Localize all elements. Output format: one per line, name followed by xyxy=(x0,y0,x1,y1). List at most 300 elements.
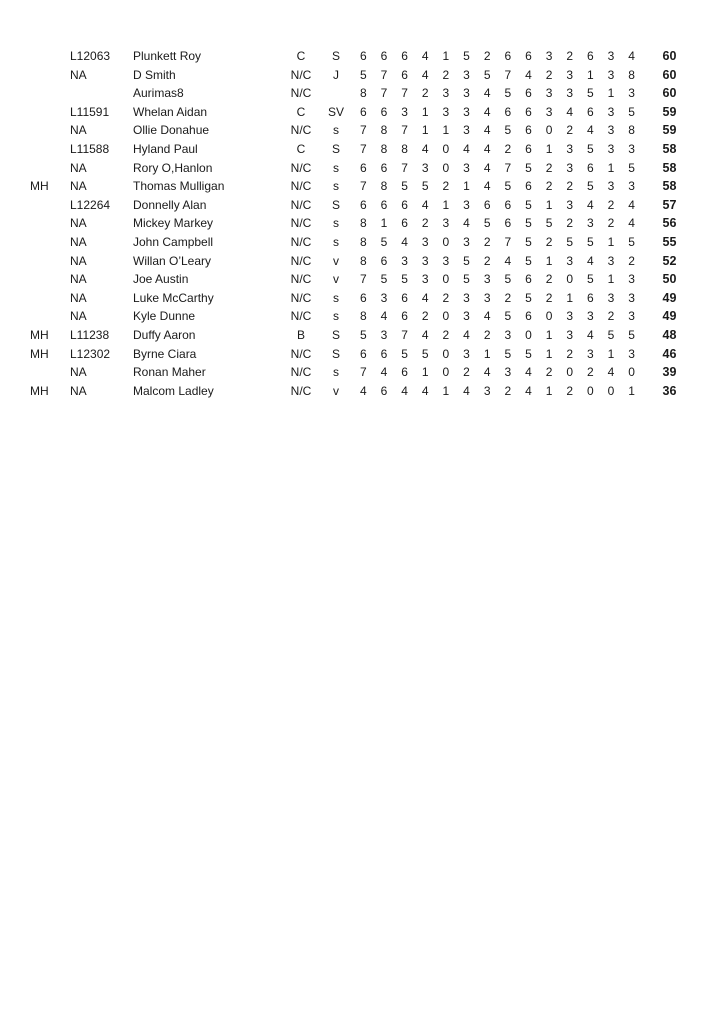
score-cell: 5 xyxy=(421,179,429,194)
score-cell: 3 xyxy=(566,197,574,212)
score-cell: 6 xyxy=(525,123,532,138)
score-cell: 3 xyxy=(628,272,635,287)
score-cell: 1 xyxy=(587,67,594,82)
score-cell: 6 xyxy=(401,49,408,63)
competitor-name: Luke McCarthy xyxy=(133,290,214,305)
competitor-id: NA xyxy=(70,67,87,82)
competitor-name: Hyland Paul xyxy=(133,141,198,156)
competitor-id: NA xyxy=(70,365,87,380)
score-cell: 2 xyxy=(504,383,512,398)
score-cell: 3 xyxy=(628,179,635,194)
score-cell: 3 xyxy=(545,49,553,63)
score-cell: 1 xyxy=(421,104,429,119)
score-cell: 1 xyxy=(545,383,553,398)
grade-code: S xyxy=(331,197,340,212)
mh-flag: MH xyxy=(30,327,49,342)
class-code: N/C xyxy=(290,290,312,305)
score-cell: 5 xyxy=(463,49,470,63)
score-cell: 7 xyxy=(380,86,388,101)
score-cell: 3 xyxy=(566,160,574,175)
class-code: N/C xyxy=(290,216,312,231)
total-score: 49 xyxy=(662,290,677,305)
score-cell: 5 xyxy=(401,272,408,287)
score-cell: 1 xyxy=(421,365,429,380)
score-cell: 0 xyxy=(566,272,574,287)
table-row xyxy=(0,47,724,66)
score-cell: 8 xyxy=(628,67,635,82)
score-cell: 6 xyxy=(525,309,532,324)
score-cell: 4 xyxy=(504,253,512,268)
score-cell: 1 xyxy=(442,49,450,63)
score-cell: 0 xyxy=(566,365,574,380)
total-score: 52 xyxy=(662,253,677,268)
total-score: 36 xyxy=(662,383,677,398)
score-cell: 3 xyxy=(421,234,429,249)
class-code: N/C xyxy=(290,383,312,398)
score-cell: 3 xyxy=(587,346,594,361)
score-cell: 4 xyxy=(525,383,532,398)
table-row xyxy=(0,363,724,382)
competitor-id: NA xyxy=(70,216,87,231)
score-cell: 6 xyxy=(380,253,388,268)
score-cell: 6 xyxy=(359,49,367,63)
total-score: 58 xyxy=(662,160,677,175)
table-row xyxy=(0,289,724,308)
score-cell: 0 xyxy=(628,365,635,380)
score-cell: 3 xyxy=(545,104,553,119)
total-score: 50 xyxy=(662,272,677,287)
class-code: C xyxy=(296,104,306,119)
score-cell: 7 xyxy=(401,160,408,175)
table-row xyxy=(0,233,724,252)
competitor-id: L12063 xyxy=(70,49,111,63)
score-cell: 6 xyxy=(525,86,532,101)
competitor-name: Willan O’Leary xyxy=(133,253,212,268)
score-cell: 3 xyxy=(607,67,615,82)
score-table xyxy=(0,47,724,400)
score-cell: 5 xyxy=(380,234,388,249)
score-cell: 8 xyxy=(359,86,367,101)
class-code: N/C xyxy=(290,86,312,101)
competitor-id: NA xyxy=(70,290,87,305)
score-cell: 5 xyxy=(587,234,594,249)
total-score: 60 xyxy=(662,86,677,101)
score-cell: 3 xyxy=(607,104,615,119)
score-cell: 3 xyxy=(380,290,388,305)
score-cell: 4 xyxy=(483,179,491,194)
score-cell: 1 xyxy=(607,346,615,361)
class-code: N/C xyxy=(290,234,312,249)
score-cell: 8 xyxy=(628,123,635,138)
score-cell: 3 xyxy=(463,123,470,138)
grade-code: s xyxy=(333,290,339,305)
score-cell: 4 xyxy=(421,141,429,156)
score-cell: 5 xyxy=(525,346,532,361)
table-row xyxy=(0,382,724,401)
score-cell: 7 xyxy=(504,160,512,175)
score-cell: 3 xyxy=(463,309,470,324)
score-cell: 5 xyxy=(504,272,512,287)
grade-code: v xyxy=(333,383,339,398)
score-cell: 1 xyxy=(628,383,635,398)
score-cell: 0 xyxy=(442,309,450,324)
score-cell: 2 xyxy=(566,383,574,398)
score-cell: 2 xyxy=(442,327,450,342)
score-cell: 4 xyxy=(463,327,470,342)
grade-code: S xyxy=(331,141,340,156)
score-cell: 4 xyxy=(483,365,491,380)
score-cell: 2 xyxy=(504,141,512,156)
score-cell: 0 xyxy=(442,365,450,380)
score-cell: 6 xyxy=(401,197,408,212)
score-cell: 4 xyxy=(483,309,491,324)
score-cell: 0 xyxy=(545,123,553,138)
score-cell: 1 xyxy=(607,272,615,287)
score-cell: 4 xyxy=(380,365,388,380)
score-cell: 3 xyxy=(566,86,574,101)
score-cell: 4 xyxy=(483,160,491,175)
class-code: N/C xyxy=(290,253,312,268)
score-cell: 1 xyxy=(463,179,470,194)
score-cell: 3 xyxy=(401,104,408,119)
score-cell: 4 xyxy=(628,197,635,212)
score-cell: 6 xyxy=(525,272,532,287)
score-cell: 2 xyxy=(566,346,574,361)
score-cell: 5 xyxy=(525,253,532,268)
grade-code: s xyxy=(333,234,339,249)
score-cell: 7 xyxy=(401,123,408,138)
score-cell: 3 xyxy=(463,290,470,305)
score-cell: 6 xyxy=(359,346,367,361)
score-cell: 7 xyxy=(504,67,512,82)
table-row xyxy=(0,140,724,159)
competitor-name: Thomas Mulligan xyxy=(133,179,225,194)
score-cell: 4 xyxy=(628,216,635,231)
score-cell: 4 xyxy=(380,309,388,324)
score-cell: 3 xyxy=(463,160,470,175)
score-cell: 2 xyxy=(545,272,553,287)
score-cell: 3 xyxy=(566,67,574,82)
score-cell: 3 xyxy=(504,365,512,380)
score-cell: 4 xyxy=(401,234,408,249)
score-cell: 7 xyxy=(359,141,367,156)
score-cell: 4 xyxy=(463,383,470,398)
mh-flag: MH xyxy=(30,383,49,398)
competitor-name: Duffy Aaron xyxy=(133,327,196,342)
score-cell: 2 xyxy=(421,216,429,231)
competitor-name: Ronan Maher xyxy=(133,365,206,380)
score-cell: 5 xyxy=(587,86,594,101)
score-cell: 2 xyxy=(566,216,574,231)
score-cell: 6 xyxy=(380,49,388,63)
grade-code: s xyxy=(333,123,339,138)
score-cell: 1 xyxy=(566,290,574,305)
table-row xyxy=(0,252,724,271)
score-cell: 4 xyxy=(421,67,429,82)
table-row xyxy=(0,84,724,103)
total-score: 58 xyxy=(662,179,677,194)
score-cell: 5 xyxy=(421,346,429,361)
score-cell: 7 xyxy=(380,67,388,82)
score-cell: 6 xyxy=(504,104,512,119)
table-row xyxy=(0,214,724,233)
score-cell: 2 xyxy=(545,290,553,305)
total-score: 46 xyxy=(662,346,677,361)
total-score: 60 xyxy=(662,49,677,63)
score-cell: 8 xyxy=(380,179,388,194)
score-cell: 1 xyxy=(380,216,388,231)
score-cell: 5 xyxy=(628,104,635,119)
score-cell: 5 xyxy=(463,272,470,287)
score-cell: 3 xyxy=(607,290,615,305)
score-cell: 4 xyxy=(483,141,491,156)
score-cell: 3 xyxy=(607,179,615,194)
grade-code: S xyxy=(331,346,340,361)
score-cell: 1 xyxy=(421,123,429,138)
score-cell: 4 xyxy=(628,49,635,63)
score-cell: 3 xyxy=(463,234,470,249)
score-cell: 6 xyxy=(504,216,512,231)
score-cell: 6 xyxy=(587,104,594,119)
score-cell: 6 xyxy=(380,197,388,212)
competitor-id: L11238 xyxy=(70,327,110,342)
competitor-name: Rory O,Hanlon xyxy=(133,160,213,175)
score-cell: 1 xyxy=(607,86,615,101)
score-cell: 5 xyxy=(607,327,615,342)
score-cell: 6 xyxy=(504,49,512,63)
score-cell: 8 xyxy=(380,123,388,138)
grade-code: SV xyxy=(327,104,344,119)
score-cell: 0 xyxy=(442,141,450,156)
score-cell: 0 xyxy=(442,346,450,361)
score-cell: 8 xyxy=(359,253,367,268)
score-cell: 3 xyxy=(607,141,615,156)
score-cell: 5 xyxy=(504,179,512,194)
score-cell: 7 xyxy=(359,179,367,194)
score-cell: 4 xyxy=(421,197,429,212)
class-code: B xyxy=(296,327,305,342)
score-cell: 6 xyxy=(587,160,594,175)
score-cell: 6 xyxy=(380,160,388,175)
score-cell: 5 xyxy=(525,234,532,249)
grade-code: J xyxy=(333,67,339,82)
grade-code: s xyxy=(333,309,339,324)
score-cell: 5 xyxy=(401,179,408,194)
score-cell: 0 xyxy=(525,327,532,342)
score-cell: 7 xyxy=(504,234,512,249)
competitor-name: Joe Austin xyxy=(133,272,189,287)
competitor-id: NA xyxy=(70,123,87,138)
score-cell: 3 xyxy=(442,253,450,268)
score-cell: 3 xyxy=(628,141,635,156)
total-score: 55 xyxy=(662,234,677,249)
score-cell: 5 xyxy=(525,216,532,231)
score-cell: 1 xyxy=(442,123,450,138)
table-row xyxy=(0,121,724,140)
score-cell: 5 xyxy=(504,309,512,324)
score-cell: 5 xyxy=(587,179,594,194)
score-cell: 5 xyxy=(545,216,553,231)
score-cell: 4 xyxy=(587,327,594,342)
score-cell: 2 xyxy=(607,309,615,324)
score-cell: 7 xyxy=(401,327,408,342)
score-cell: 1 xyxy=(545,253,553,268)
total-score: 58 xyxy=(662,141,677,156)
score-cell: 2 xyxy=(545,365,553,380)
score-cell: 7 xyxy=(359,272,367,287)
competitor-id: NA xyxy=(70,234,87,249)
score-cell: 3 xyxy=(442,86,450,101)
score-cell: 3 xyxy=(463,197,470,212)
grade-code: v xyxy=(333,272,339,287)
score-cell: 4 xyxy=(463,216,470,231)
competitor-name: Whelan Aidan xyxy=(133,104,208,119)
score-cell: 6 xyxy=(401,216,408,231)
grade-code: s xyxy=(333,160,339,175)
score-cell: 3 xyxy=(628,290,635,305)
score-cell: 3 xyxy=(587,309,594,324)
table-row xyxy=(0,177,724,196)
table-row xyxy=(0,326,724,345)
total-score: 49 xyxy=(662,309,677,324)
score-cell: 2 xyxy=(545,179,553,194)
score-cell: 3 xyxy=(628,309,635,324)
total-score: 60 xyxy=(662,67,677,82)
score-cell: 1 xyxy=(442,383,450,398)
score-cell: 2 xyxy=(442,67,450,82)
score-cell: 3 xyxy=(628,86,635,101)
score-cell: 5 xyxy=(504,86,512,101)
competitor-name: Kyle Dunne xyxy=(133,309,196,324)
score-cell: 2 xyxy=(607,197,615,212)
score-cell: 6 xyxy=(359,290,367,305)
score-cell: 0 xyxy=(442,272,450,287)
mh-flag: MH xyxy=(30,179,49,194)
score-cell: 2 xyxy=(483,49,491,63)
total-score: 39 xyxy=(662,365,677,380)
competitor-id: L12302 xyxy=(70,346,111,361)
score-cell: 2 xyxy=(442,290,450,305)
score-cell: 2 xyxy=(545,67,553,82)
score-cell: 5 xyxy=(359,67,367,82)
score-cell: 7 xyxy=(401,86,408,101)
score-cell: 6 xyxy=(359,197,367,212)
score-cell: 1 xyxy=(607,234,615,249)
score-cell: 3 xyxy=(380,327,388,342)
score-cell: 3 xyxy=(421,272,429,287)
score-cell: 3 xyxy=(607,49,615,63)
score-cell: 6 xyxy=(380,383,388,398)
score-cell: 4 xyxy=(421,327,429,342)
competitor-name: Mickey Markey xyxy=(133,216,214,231)
competitor-id: NA xyxy=(70,160,87,175)
score-cell: 2 xyxy=(587,365,594,380)
competitor-name: Plunkett Roy xyxy=(133,49,202,63)
score-cell: 4 xyxy=(587,197,594,212)
score-cell: 4 xyxy=(525,67,532,82)
score-cell: 5 xyxy=(566,234,574,249)
score-cell: 3 xyxy=(628,346,635,361)
score-cell: 2 xyxy=(545,160,553,175)
score-cell: 3 xyxy=(421,160,429,175)
class-code: N/C xyxy=(290,160,312,175)
score-cell: 6 xyxy=(380,346,388,361)
score-cell: 6 xyxy=(525,141,532,156)
score-cell: 5 xyxy=(483,216,491,231)
score-cell: 0 xyxy=(587,383,594,398)
competitor-name: D Smith xyxy=(133,67,176,82)
score-cell: 4 xyxy=(483,123,491,138)
table-row xyxy=(0,103,724,122)
competitor-id: NA xyxy=(70,383,87,398)
score-cell: 6 xyxy=(483,197,491,212)
score-cell: 3 xyxy=(483,272,491,287)
score-cell: 2 xyxy=(545,234,553,249)
score-cell: 2 xyxy=(504,290,512,305)
score-cell: 3 xyxy=(545,86,553,101)
table-row xyxy=(0,196,724,215)
score-cell: 5 xyxy=(463,253,470,268)
score-cell: 6 xyxy=(401,309,408,324)
score-cell: 4 xyxy=(483,104,491,119)
score-cell: 8 xyxy=(359,309,367,324)
score-cell: 5 xyxy=(628,234,635,249)
score-cell: 7 xyxy=(359,365,367,380)
score-cell: 3 xyxy=(421,253,429,268)
score-cell: 3 xyxy=(463,86,470,101)
table-row xyxy=(0,345,724,364)
total-score: 56 xyxy=(662,216,677,231)
score-cell: 4 xyxy=(587,253,594,268)
grade-code: S xyxy=(331,49,340,63)
class-code: N/C xyxy=(290,197,312,212)
grade-code: S xyxy=(331,327,340,342)
competitor-name: Donnelly Alan xyxy=(133,197,207,212)
grade-code: s xyxy=(333,179,339,194)
score-cell: 6 xyxy=(359,104,367,119)
score-cell: 4 xyxy=(483,86,491,101)
score-cell: 5 xyxy=(525,197,532,212)
score-cell: 5 xyxy=(380,272,388,287)
score-cell: 5 xyxy=(525,160,532,175)
score-cell: 5 xyxy=(628,327,635,342)
total-score: 57 xyxy=(662,197,677,212)
score-cell: 5 xyxy=(525,290,532,305)
score-cell: 4 xyxy=(421,49,429,63)
score-cell: 2 xyxy=(607,216,615,231)
competitor-id: L11591 xyxy=(70,104,110,119)
score-cell: 7 xyxy=(359,123,367,138)
score-cell: 3 xyxy=(566,309,574,324)
score-cell: 3 xyxy=(463,67,470,82)
score-cell: 6 xyxy=(587,49,594,63)
score-cell: 2 xyxy=(483,234,491,249)
score-cell: 3 xyxy=(483,290,491,305)
competitor-id: NA xyxy=(70,272,87,287)
score-cell: 0 xyxy=(545,309,553,324)
score-cell: 1 xyxy=(545,197,553,212)
table-row xyxy=(0,159,724,178)
score-cell: 4 xyxy=(421,383,429,398)
score-cell: 2 xyxy=(421,309,429,324)
class-code: C xyxy=(296,141,306,156)
score-cell: 1 xyxy=(483,346,491,361)
score-cell: 6 xyxy=(401,67,408,82)
score-cell: 2 xyxy=(442,179,450,194)
score-cell: 3 xyxy=(504,327,512,342)
competitor-id: L11588 xyxy=(70,141,110,156)
score-cell: 2 xyxy=(566,179,574,194)
